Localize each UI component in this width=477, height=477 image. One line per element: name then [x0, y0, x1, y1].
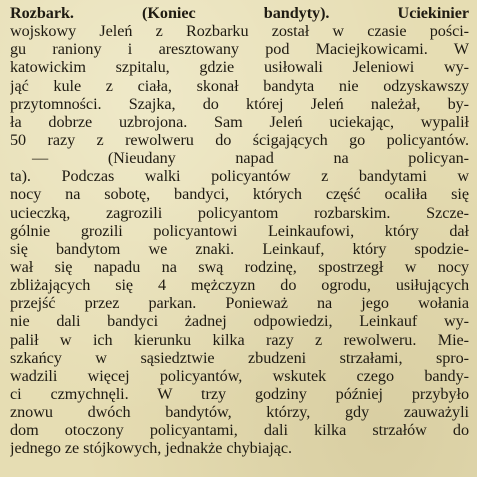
article-line: jąć kule z ciała, skonał bandyta nie odzyskawszy	[10, 76, 469, 95]
article-line: ła dobrze uzbrojona. Sam Jeleń uciekając, wypalił	[10, 112, 469, 131]
article-line: wał się napadu na swą rodzinę, spostrzegł w nocy	[10, 257, 469, 276]
article-line: ci czmychnęli. W trzy godziny później przybyło	[10, 384, 469, 403]
article-line: szkańcy w sąsiedztwie zbudzeni strzałami, spro-	[10, 348, 469, 367]
article-line: znowu dwóch bandytów, którzy, gdy zauważyli	[10, 403, 469, 422]
article-line: nie dali bandyci żadnej odpowiedzi, Leinkauf wy-	[10, 312, 469, 331]
article-line: dom otoczony policyantami, dali kilka strzałów do	[10, 421, 469, 440]
article-line: gólnie grozili policyantowi Leinkaufowi, który dał	[10, 221, 469, 240]
article-line: nocy na sobotę, bandyci, których część ocaliła się	[10, 185, 469, 204]
article-line: jednego ze stójkowych, jednakże chybiając.	[10, 439, 292, 458]
article-line: katowickim szpitalu, gdzie usiłowali Jeleniowi wy-	[10, 58, 469, 77]
article-line: palił w ich kierunku kilka razy z rewolweru. Mie-	[10, 330, 469, 349]
article-line: się bandytom we znaki. Leinkauf, który spodzie-	[10, 239, 469, 258]
article-line: — (Nieudany napad na policyan-	[32, 149, 469, 168]
article-line: przytomności. Szajka, do której Jeleń należał, by-	[10, 94, 469, 113]
article-line: ucieczką, zagrozili policyantom rozbarskim. Szcze-	[10, 203, 469, 222]
article-line: wadzili więcej policyantów, wskutek czego bandy-	[10, 366, 469, 385]
article-line: zbliżających się 4 mężczyzn do ogrodu, usiłujących	[10, 276, 469, 295]
article-line: ta). Podczas walki policyantów z bandytami w	[10, 167, 469, 186]
article-line: przejść przez parkan. Ponieważ na jego wołania	[10, 294, 469, 313]
article-line: 50 razy z rewolweru do ścigających go policyantów.	[10, 130, 469, 149]
article-line: wojskowy Jeleń z Rozbarku został w czasie pości-	[10, 22, 469, 41]
article-line: Rozbark. (Koniec bandyty). Uciekinier	[10, 4, 469, 22]
article-line: gu raniony i aresztowany pod Maciejkowicami. W	[10, 40, 469, 59]
